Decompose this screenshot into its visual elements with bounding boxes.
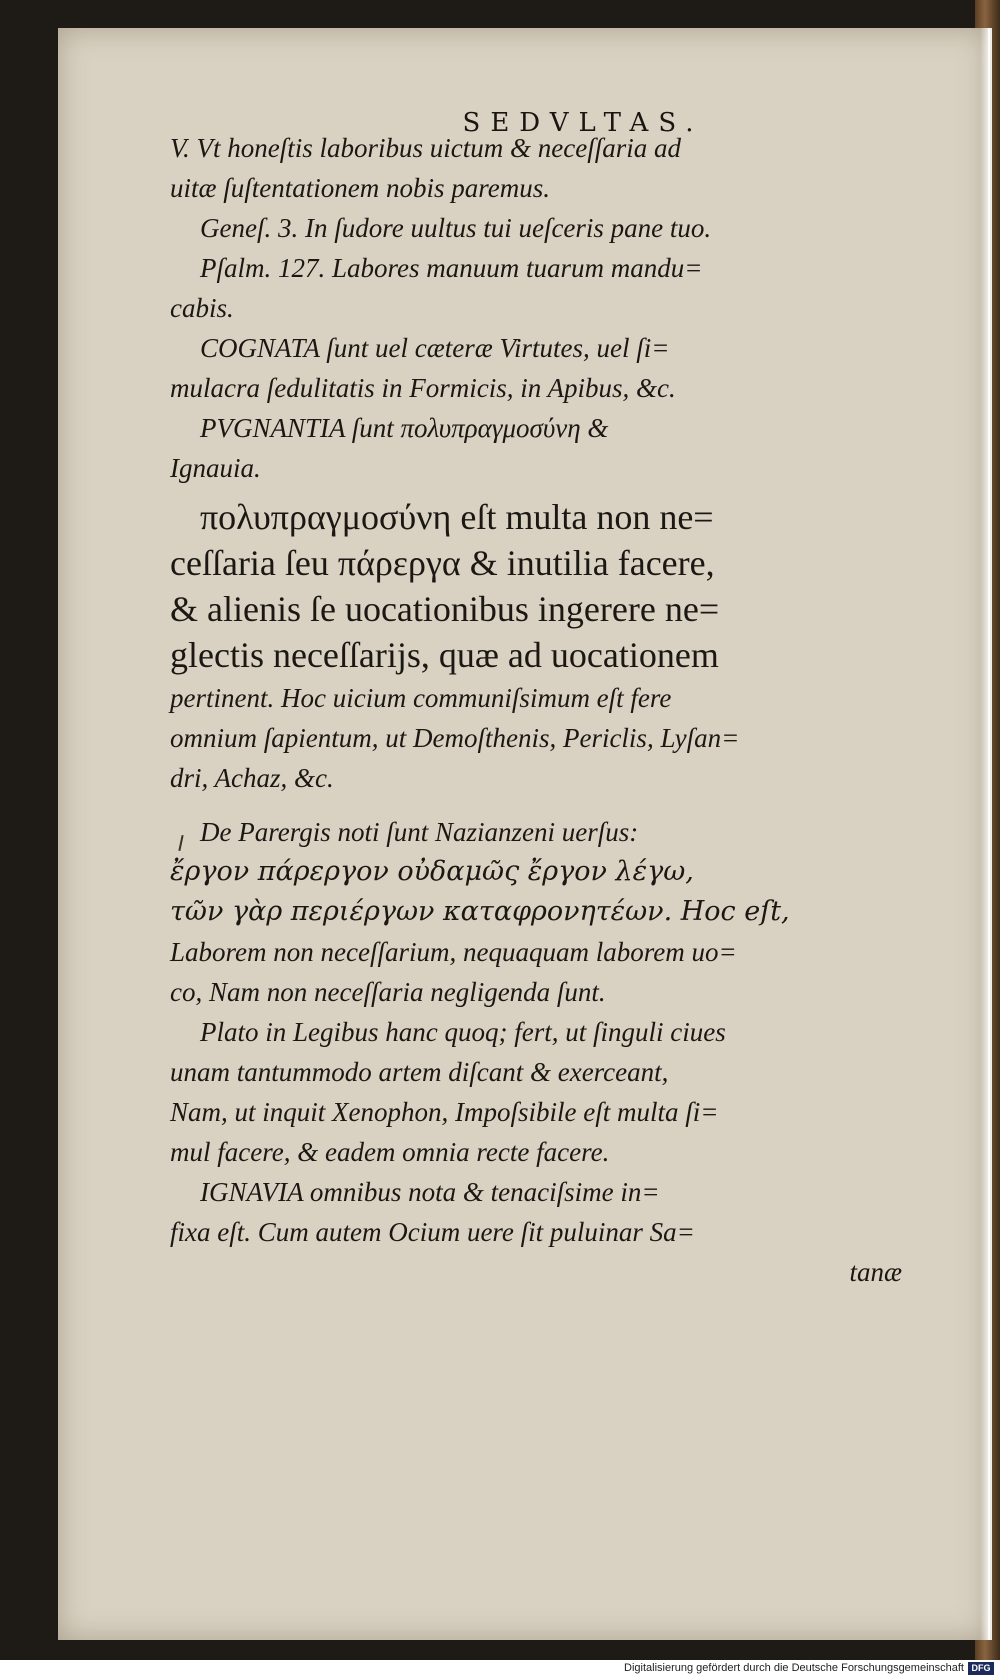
text-line: uitæ ſuſtentationem nobis paremus.: [170, 173, 550, 203]
text-line: cabis.: [170, 293, 234, 323]
text-line: omnium ſapientum, ut Demoſthenis, Periclis, Lyſan=: [170, 723, 740, 753]
text-line: πολυπραγμοσύνη eſt multa non ne=: [200, 497, 714, 537]
text-line: Geneſ. 3. In ſudore uultus tui ueſceris pane tuo.: [200, 213, 712, 243]
text-line: Ignauia.: [170, 453, 261, 483]
text-line: Plato in Legibus hanc quoq; fert, ut ſinguli ciues: [200, 1017, 726, 1047]
text-line: COGNATA ſunt uel cæteræ Virtutes, uel ſi=: [200, 333, 670, 363]
text-line: mul facere, & eadem omnia recte facere.: [170, 1137, 610, 1167]
text-line: & alienis ſe uocationibus ingerere ne=: [170, 589, 720, 629]
text-line: dri, Achaz, &c.: [170, 763, 334, 793]
text-line: pertinent. Hoc uicium communiſsimum eſt fere: [170, 683, 672, 713]
running-head: SEDVLTAS.: [462, 108, 704, 138]
text-line: V. Vt honeſtis laboribus uictum & neceſſaria ad: [170, 133, 681, 163]
text-line: fixa eſt. Cum autem Ocium uere ſit puluinar Sa=: [170, 1217, 695, 1247]
text-line: Laborem non neceſſarium, nequaquam laborem uo=: [170, 937, 737, 967]
text-line: mulacra ſedulitatis in Formicis, in Apibus, &c.: [170, 373, 676, 403]
catchword: tanæ: [849, 1257, 902, 1287]
text-line: IGNAVIA omnibus nota & tenaciſsime in=: [200, 1177, 660, 1207]
text-line: Nam, ut inquit Xenophon, Impoſsibile eſt multa ſi=: [170, 1097, 719, 1127]
page-body: [170, 128, 920, 1292]
text-line: De Parergis noti ſunt Nazianzeni uerſus:: [200, 817, 639, 847]
text-line: τῶν γὰρ περιέργων καταφρονητέων. Hoc eſt,: [170, 896, 790, 927]
text-line: unam tantummodo artem diſcant & exerceant,: [170, 1057, 669, 1087]
text-line: ceſſaria ſeu πάρεργα & inutilia facere,: [170, 543, 715, 583]
text-line: ἔργον πάρεργον οὐδαμῶς ἔργον λέγω,: [170, 856, 694, 887]
dfg-logo: DFG: [968, 1662, 994, 1675]
text-line: glectis neceſſarijs, quæ ad uocationem: [170, 635, 719, 675]
text-line: co, Nam non neceſſaria negligenda ſunt.: [170, 977, 606, 1007]
text-line: PVGNANTIA ſunt πολυπραγμοσύνη &: [200, 413, 609, 443]
text-line: Pſalm. 127. Labores manuum tuarum mandu=: [200, 253, 703, 283]
digitization-credit: Digitalisierung gefördert durch die Deutsche Forschungsgemeinschaft: [624, 1662, 964, 1674]
